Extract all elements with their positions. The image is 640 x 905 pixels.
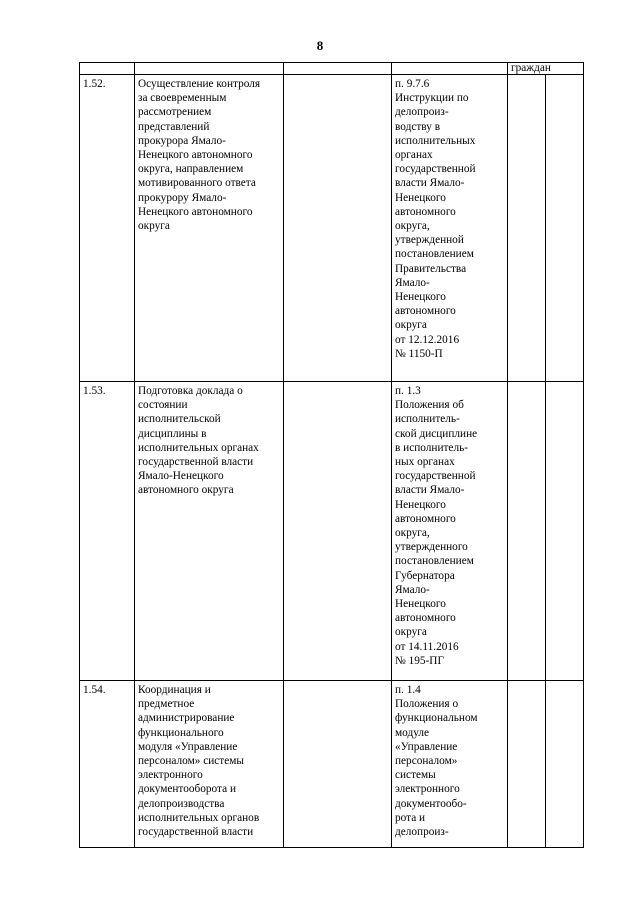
table-row	[80, 681, 584, 848]
table-cell	[284, 63, 392, 75]
table-row	[80, 63, 584, 75]
table-cell: граждан	[508, 63, 584, 75]
row-basis: п. 1.4 Положения о функциональном модуле «Управление персоналом» системы электронного документообо- рота и делопроиз-	[392, 681, 508, 848]
row-description: Подготовка доклада о состоянии исполнительской дисциплины в исполнительных органах государственной власти Ямало-Ненецкого автономного округа	[135, 382, 284, 681]
table-cell	[508, 382, 546, 681]
table-cell	[392, 63, 508, 75]
table-row	[80, 382, 584, 681]
row-basis: п. 1.3 Положения об исполнитель- ской дисциплине в исполнитель- ных органах государственной власти Ямало- Ненецкого автономного округа, утвержденного постановлением Губернатора Ямало- Ненецкого автономного округа от 14.11.2016 № 195-ПГ	[392, 382, 508, 681]
row-description: Осуществление контроля за своевременным рассмотрением представлений прокурора Ямало- Ненецкого автономного округа, направлением мотивированного ответа прокурору Ямало- Ненецкого автономного округа	[135, 75, 284, 382]
table-cell	[546, 681, 584, 848]
table-cell	[284, 75, 392, 382]
table-cell	[508, 75, 546, 382]
document-table	[79, 62, 584, 848]
row-description: Координация и предметное администрирование функционального модуля «Управление персоналом» системы электронного документооборота и делопроизводства исполнительных органов государственной власти	[135, 681, 284, 848]
table-cell	[508, 681, 546, 848]
row-basis: п. 9.7.6 Инструкции по делопроиз- водству в исполнительных органах государственной власти Ямало- Ненецкого автономного округа, утвержденной постановлением Правительства Ямало- Ненецкого автономного округа от 12.12.2016 № 1150-П	[392, 75, 508, 382]
page-number: 8	[316, 38, 324, 53]
table-cell	[135, 63, 284, 75]
row-number: 1.52.	[80, 75, 135, 382]
row-number: 1.53.	[80, 382, 135, 681]
table-row	[80, 75, 584, 382]
table-cell	[284, 382, 392, 681]
table-cell	[284, 681, 392, 848]
table-cell	[80, 63, 135, 75]
table-cell	[546, 75, 584, 382]
row-number: 1.54.	[80, 681, 135, 848]
table-cell	[546, 382, 584, 681]
